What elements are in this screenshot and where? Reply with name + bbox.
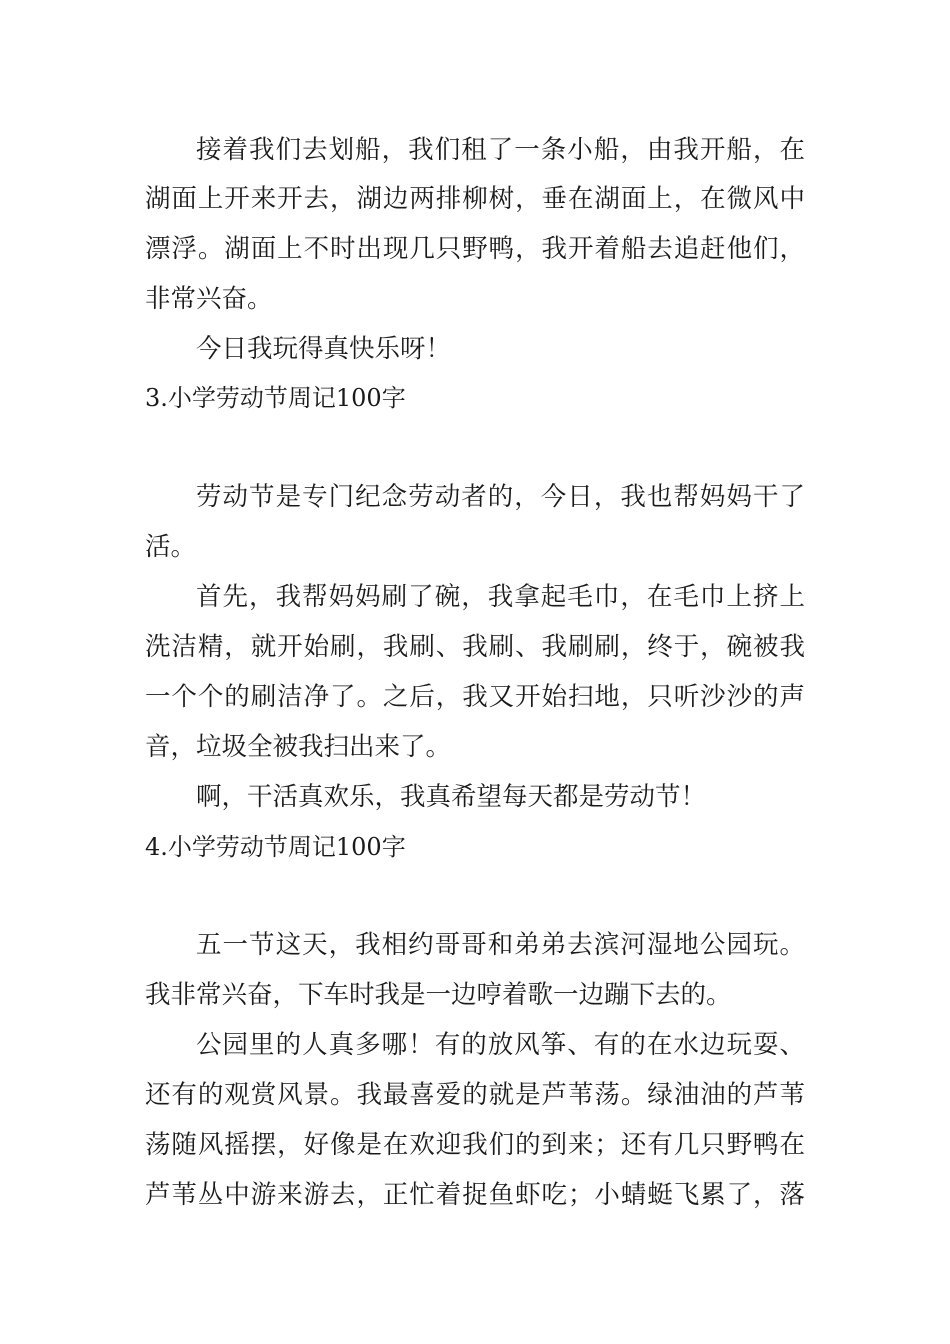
paragraph-line: 还有的观赏风景。我最喜爱的就是芦苇荡。绿油油的芦苇 bbox=[145, 1080, 805, 1110]
paragraph-line: 啊，干活真欢乐，我真希望每天都是劳动节！ bbox=[196, 782, 707, 812]
section-heading: 4.小学劳动节周记100字 bbox=[145, 833, 406, 861]
paragraph-line: 洗洁精，就开始刷，我刷、我刷、我刷刷，终于，碗被我 bbox=[145, 632, 805, 662]
section-heading: 3.小学劳动节周记100字 bbox=[145, 384, 406, 412]
paragraph-line: 五一节这天，我相约哥哥和弟弟去滨河湿地公园玩。 bbox=[196, 930, 805, 960]
paragraph-line: 劳动节是专门纪念劳动者的，今日，我也帮妈妈干了 bbox=[196, 482, 805, 512]
paragraph-line: 公园里的人真多哪！有的放风筝、有的在水边玩耍、 bbox=[196, 1030, 805, 1060]
paragraph-line: 活。 bbox=[145, 532, 197, 562]
paragraph-line: 首先，我帮妈妈刷了碗，我拿起毛巾，在毛巾上挤上 bbox=[196, 582, 805, 612]
paragraph-line: 芦苇丛中游来游去，正忙着捉鱼虾吃；小蜻蜓飞累了，落 bbox=[145, 1180, 805, 1210]
paragraph-line: 今日我玩得真快乐呀！ bbox=[196, 334, 452, 364]
paragraph-line: 非常兴奋。 bbox=[145, 284, 273, 314]
paragraph-line: 我非常兴奋，下车时我是一边哼着歌一边蹦下去的。 bbox=[145, 980, 732, 1010]
paragraph-line: 一个个的刷洁净了。之后，我又开始扫地，只听沙沙的声 bbox=[145, 682, 805, 712]
paragraph-line: 接着我们去划船，我们租了一条小船，由我开船，在 bbox=[196, 135, 805, 165]
paragraph-line: 荡随风摇摆，好像是在欢迎我们的到来；还有几只野鸭在 bbox=[145, 1130, 805, 1160]
paragraph-line: 音，垃圾全被我扫出来了。 bbox=[145, 732, 452, 762]
paragraph-line: 漂浮。湖面上不时出现几只野鸭，我开着船去追赶他们， bbox=[145, 234, 805, 264]
paragraph-line: 湖面上开来开去，湖边两排柳树，垂在湖面上，在微风中 bbox=[145, 184, 805, 214]
